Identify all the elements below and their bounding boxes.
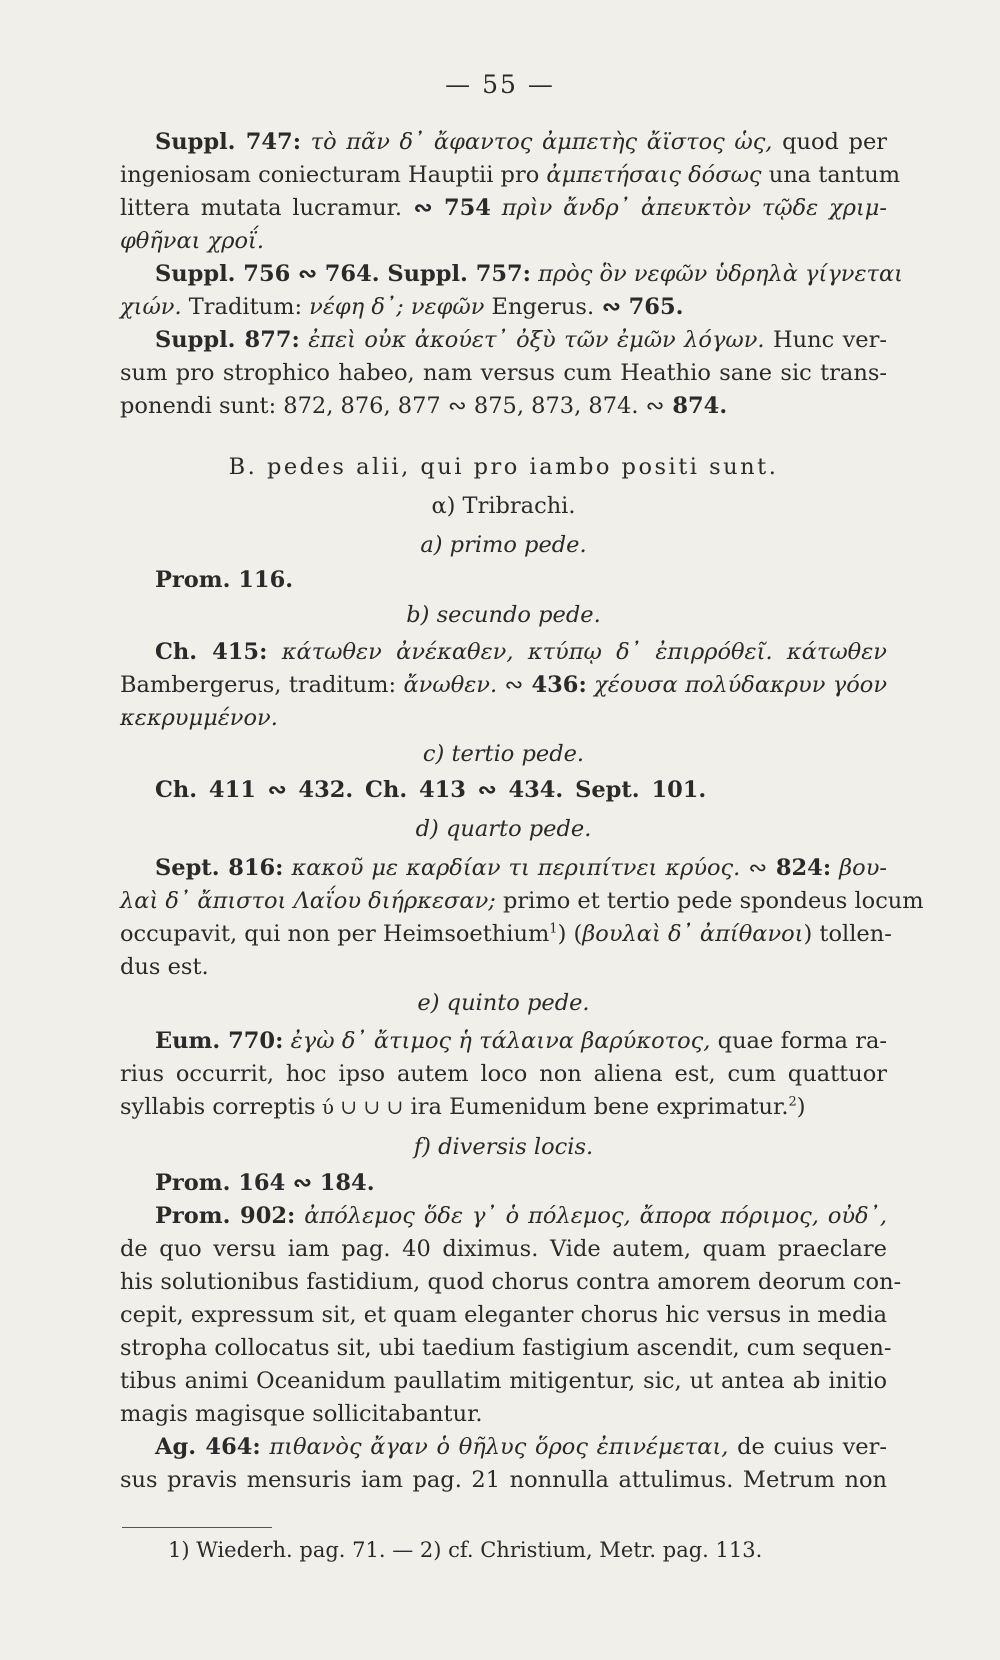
section-heading: B. pedes alii, qui pro iambo positi sunt.: [228, 454, 779, 480]
text-line: [155, 258, 903, 290]
citation: 436:: [523, 672, 587, 698]
latin-text: Bambergerus, traditum:: [120, 672, 397, 698]
text-line: [155, 1431, 887, 1463]
latin-text: occupavit, qui non per Heimsoethium: [120, 921, 550, 947]
latin-text: syllabis correptis: [120, 1094, 316, 1120]
citation: Ag. 464:: [155, 1434, 261, 1460]
latin-text: Engerus.: [484, 294, 595, 320]
citation: Sept. 816:: [155, 855, 284, 881]
subsection-heading: c) tertio pede.: [422, 741, 585, 767]
latin-text: una tantum: [761, 162, 901, 188]
footnote: 1) Wiederh. pag. 71. — 2) cf. Christium, Metr. pag. 113.: [168, 1538, 763, 1562]
latin-text: ) tollen-: [803, 921, 892, 947]
greek-text: πρὸς ὃν νεφῶν ὑδρηλὰ γίγνεται: [530, 261, 903, 287]
greek-text: ἄνωθεν.: [396, 672, 498, 698]
greek-text: πρὶν ἄνδρ᾽ ἀπευκτὸν τῷδε χριμ-: [490, 195, 887, 221]
latin-text: littera mutata lucramur.: [120, 195, 403, 221]
text-line: tibus animi Oceanidum paullatim mitigentur, sic, ut antea ab initio: [120, 1368, 887, 1394]
citation: 874.: [664, 393, 728, 419]
text-line: [120, 192, 887, 224]
citation: ∾ 765.: [594, 294, 684, 320]
text-line: cepit, expressum sit, et quam eleganter chorus hic versus in media: [120, 1302, 887, 1328]
citation: Ch. 415:: [155, 639, 268, 665]
subsection-heading: a) primo pede.: [420, 532, 587, 558]
page-number: — 55 —: [445, 70, 555, 99]
greek-text: νέφη δ᾽; νεφῶν: [302, 294, 485, 320]
text-line: rius occurrit, hoc ipso autem loco non aliena est, cum quattuor: [120, 1061, 887, 1087]
citation-line: Prom. 116.: [155, 567, 294, 593]
greek-text: ἐγὼ δ᾽ ἄτιμος ἡ τάλαινα βαρύκοτος,: [283, 1028, 711, 1054]
text-line: his solutionibus fastidium, quod chorus contra amorem deorum con-: [120, 1269, 902, 1295]
citation: Eum. 770:: [155, 1028, 284, 1054]
citation: Suppl. 757:: [379, 261, 531, 287]
text-line: [155, 324, 887, 356]
latin-text: ponendi sunt: 872, 876, 877 ∾ 875, 873, 874. ∾: [120, 393, 665, 419]
greek-text: κακοῦ με καρδίαν τι περιπίτνει κρύος.: [283, 855, 741, 881]
text-line: [120, 885, 924, 917]
greek-text: κάτωθεν: [772, 639, 887, 665]
latin-text: Hunc ver-: [764, 327, 887, 353]
text-line: [155, 1200, 887, 1232]
text-line: magis magisque sollicitabantur.: [120, 1401, 483, 1427]
footnote-marker: 2: [788, 1094, 797, 1110]
subsection-heading: f) diversis locis.: [413, 1134, 594, 1160]
text-line: [120, 918, 892, 950]
greek-text: πιθανὸς ἄγαν ὁ θῆλυς ὅρος ἐπινέμεται,: [260, 1434, 729, 1460]
text-line: [155, 636, 887, 668]
text-line: dus est.: [120, 954, 209, 980]
greek-text: βου-: [831, 855, 887, 881]
citation-line: Prom. 164 ∾ 184.: [155, 1170, 375, 1196]
text-line: [155, 1025, 887, 1057]
greek-text: λαὶ δ᾽ ἄπιστοι Λαΐου διήρκεσαν;: [120, 888, 496, 914]
text-line: stropha collocatus sit, ubi taedium fastigium ascendit, cum sequen-: [120, 1335, 892, 1361]
text-line: [120, 1091, 887, 1123]
text-line: [120, 390, 887, 422]
latin-text: de cuius ver-: [728, 1434, 887, 1460]
citation: Suppl. 747:: [155, 129, 302, 155]
metrical-symbols: ύ ∪ ∪ ∪: [315, 1095, 404, 1119]
citation: Suppl. 756 ∾ 764.: [155, 261, 380, 287]
latin-text: Traditum:: [188, 294, 303, 320]
text-line: [120, 225, 887, 257]
footnote-divider: [122, 1527, 272, 1528]
text-line: [120, 291, 887, 323]
latin-text: ira Eumenidum bene exprimatur.: [403, 1094, 789, 1120]
subsection-heading: e) quinto pede.: [417, 990, 590, 1016]
subsection-heading: d) quarto pede.: [415, 816, 592, 842]
greek-text: φθῆναι χροΐ.: [120, 228, 265, 254]
footnote-marker: 1: [549, 921, 558, 937]
greek-text: ἀμπετήσαις δόσως: [539, 162, 762, 188]
text-line: sus pravis mensuris iam pag. 21 nonnulla attulimus. Metrum non: [120, 1467, 887, 1493]
latin-text: ∾: [740, 855, 768, 881]
latin-text: primo et tertio pede spondeus locum: [495, 888, 924, 914]
greek-text: ἀπόλεμος ὅδε γ᾽ ὁ πόλεμος, ἄπορα πόριμος, οὐδ᾽,: [295, 1203, 887, 1229]
text-line: sum pro strophico habeo, nam versus cum Heathio sane sic trans-: [120, 360, 887, 386]
text-line: [155, 852, 887, 884]
greek-text: βουλαὶ δ᾽ ἀπίθανοι: [582, 921, 804, 947]
text-line: [120, 669, 887, 701]
greek-text: χέουσα πολύδακρυν γόον: [586, 672, 887, 698]
greek-text-line: κεκρυμμένον.: [120, 705, 278, 731]
latin-text: ingeniosam coniecturam Hauptii pro: [120, 162, 540, 188]
citation-line: Ch. 411 ∾ 432. Ch. 413 ∾ 434. Sept. 101.: [155, 777, 707, 803]
greek-text: χιών.: [120, 294, 182, 320]
latin-text: quod per: [772, 129, 888, 155]
latin-text: ) (: [557, 921, 583, 947]
citation: 824:: [767, 855, 832, 881]
greek-text: κάτωθεν ἀνέκαθεν, κτύπῳ δ᾽ ἐπιρρόθεῖ.: [267, 639, 773, 665]
greek-text: ἐπεὶ οὐκ ἀκούετ᾽ ὀξὺ τῶν ἐμῶν λόγων.: [299, 327, 765, 353]
text-line: de quo versu iam pag. 40 diximus. Vide autem, quam praeclare: [120, 1236, 887, 1262]
citation: Prom. 902:: [155, 1203, 296, 1229]
text-line: [120, 159, 901, 191]
latin-text: ): [796, 1094, 806, 1120]
subsection-heading: α) Tribrachi.: [431, 493, 576, 519]
greek-text: τὸ πᾶν δ᾽ ἄφαντος ἀμπετὴς ἄϊστος ὡς,: [301, 129, 773, 155]
subsection-heading: b) secundo pede.: [406, 602, 601, 628]
latin-text: quae forma ra-: [710, 1028, 887, 1054]
text-line: [155, 126, 887, 158]
latin-text: ∾: [497, 672, 524, 698]
citation: ∾ 754: [402, 195, 491, 221]
citation: Suppl. 877:: [155, 327, 300, 353]
